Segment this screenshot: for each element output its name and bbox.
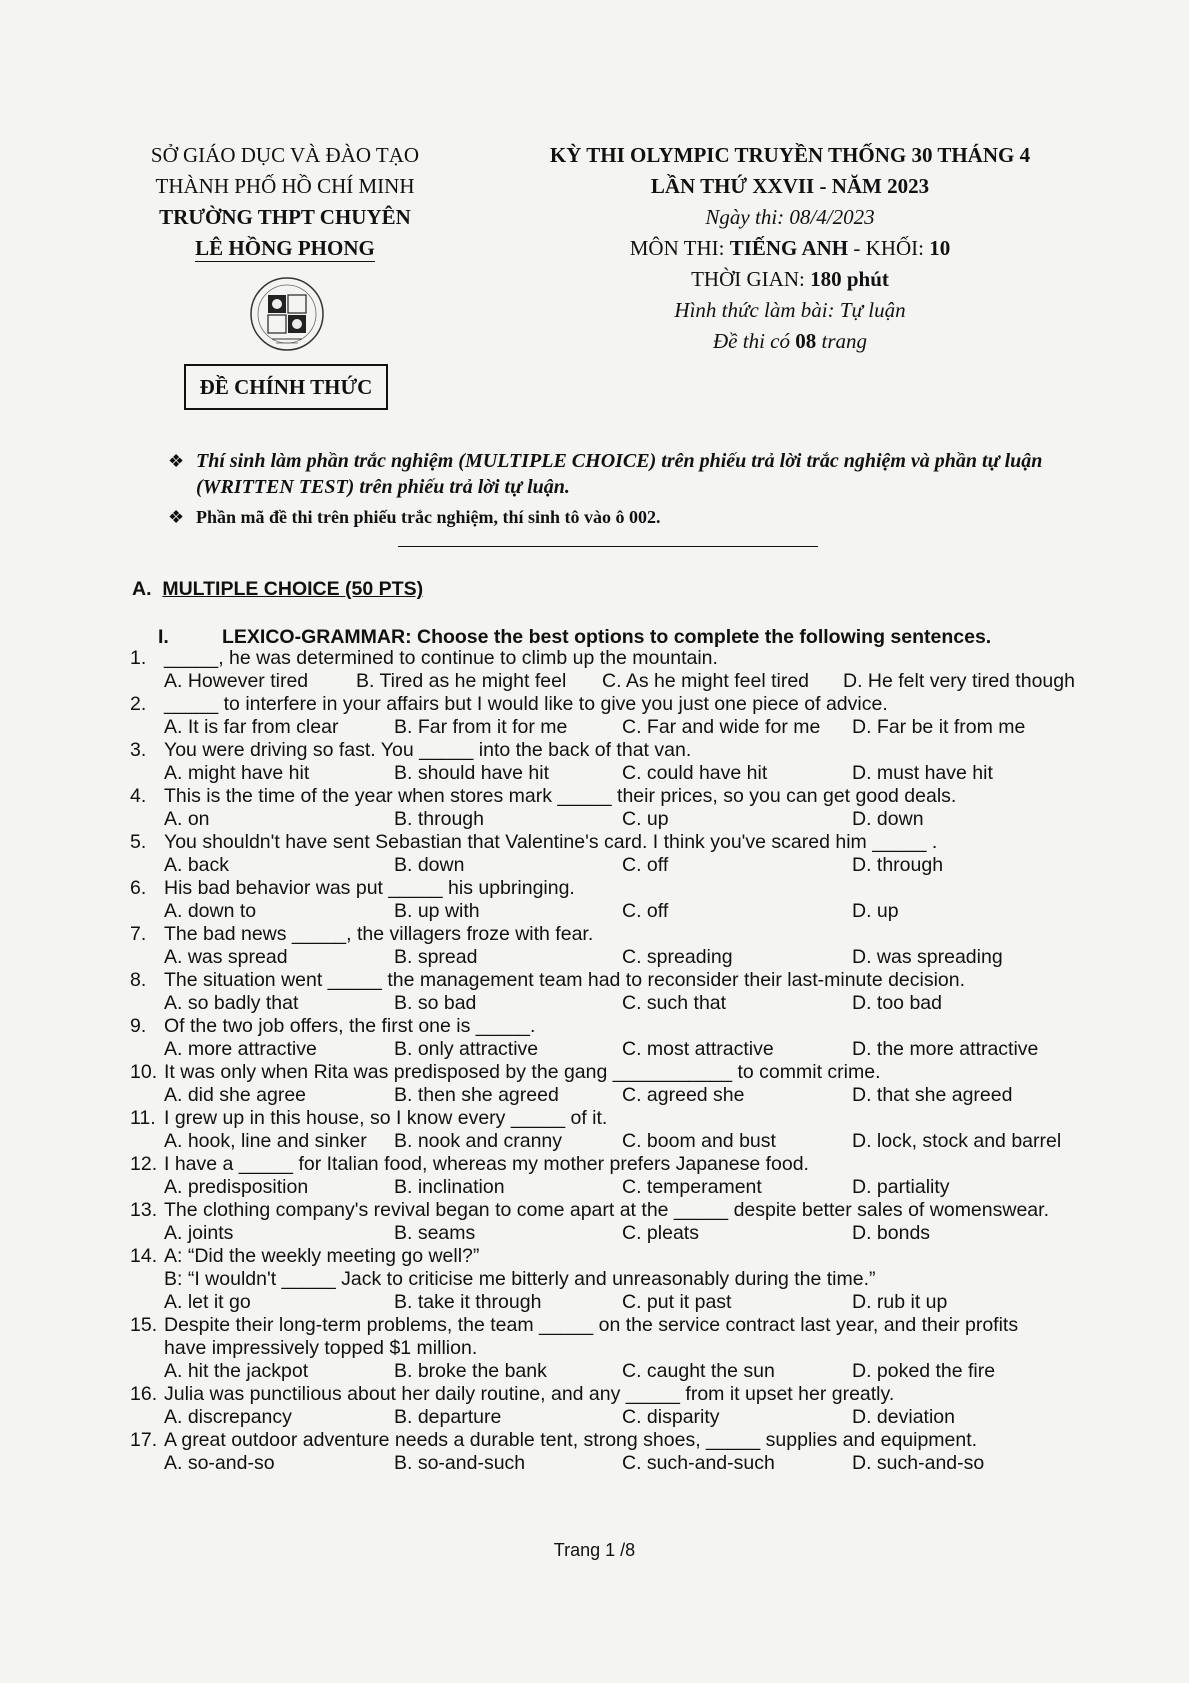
question-stem-line [130,693,1130,716]
question-stem: Of the two job offers, the first one is _____. [164,1015,536,1037]
option-b: B. down [394,854,465,876]
time-value: 180 phút [810,267,889,291]
option-b: B. Far from it for me [394,716,568,738]
question-number: 17. [130,1429,158,1451]
option-d: D. must have hit [852,762,993,784]
option-c: C. could have hit [622,762,768,784]
option-a: A. discrepancy [164,1406,292,1428]
answer-options [130,1176,1130,1199]
question-stem: It was only when Rita was predisposed by the gang ___________ to commit crime. [164,1061,881,1083]
question-stem: His bad behavior was put _____ his upbringing. [164,877,575,899]
option-c: C. spreading [622,946,733,968]
question-stem-line [130,1268,1130,1291]
question-stem-line [130,1061,1130,1084]
option-b: B. through [394,808,484,830]
department-line: SỞ GIÁO DỤC VÀ ĐÀO TẠO [150,143,420,167]
question-stem-line [130,1383,1130,1406]
option-a: A. However tired [164,670,309,692]
option-a: A. might have hit [164,762,310,784]
option-c: C. caught the sun [622,1360,775,1382]
school-line: TRƯỜNG THPT CHUYÊN [159,205,411,229]
question-number: 6. [130,877,147,899]
question-stem: The clothing company's revival began to come apart at the _____ despite better sales of womenswear. [164,1199,1049,1221]
grade-value: 10 [929,236,951,260]
option-d: D. the more attractive [852,1038,1039,1060]
pages-prefix: Đề thi có [713,329,796,353]
question-number: 7. [130,923,147,945]
time-prefix: THỜI GIAN: [691,267,811,291]
option-b: B. so bad [394,992,477,1014]
school-name: LÊ HỒNG PHONG [195,236,375,260]
option-a: A. It is far from clear [164,716,339,738]
option-c: C. most attractive [622,1038,774,1060]
question-stem-line [130,877,1130,900]
answer-options [130,1452,1130,1475]
option-b: B. inclination [394,1176,505,1198]
question-stem-line [130,1245,1130,1268]
question-stem-line [130,1199,1130,1222]
question-number: 11. [130,1107,156,1129]
question-stem-line [130,1429,1130,1452]
option-d: D. rub it up [852,1291,948,1313]
question-stem-line [130,923,1130,946]
divider [398,546,818,547]
option-b: B. so-and-such [394,1452,526,1474]
answer-options [130,716,1130,739]
question-stem-continued: B: “I wouldn't _____ Jack to criticise me bitterly and unreasonably during the time.” [164,1268,876,1290]
instruction-note [168,448,1088,500]
question-number: 12. [130,1153,158,1175]
option-d: D. poked the fire [852,1360,996,1382]
option-c: C. put it past [622,1291,732,1313]
question-number: 15. [130,1314,158,1336]
answer-options [130,762,1130,785]
part-heading [158,626,991,649]
answer-options [130,808,1130,831]
option-b: B. Tired as he might feel [356,670,567,692]
question-stem: You were driving so fast. You _____ into the back of that van. [164,739,692,761]
diamond-bullet-icon: ❖ [168,451,185,471]
option-d: D. He felt very tired though [843,670,1075,692]
option-a: A. let it go [164,1291,251,1313]
question-stem-line [130,831,1130,854]
option-d: D. partiality [852,1176,950,1198]
question-stem-line [130,1015,1130,1038]
option-a: A. did she agree [164,1084,307,1106]
question-stem-line [130,785,1130,808]
answer-options [130,900,1130,923]
option-d: D. deviation [852,1406,955,1428]
question-number: 13. [130,1199,158,1221]
option-c: C. up [622,808,669,830]
instruction-text: Thí sinh làm phần trắc nghiệm (MULTIPLE CHOICE) trên phiếu trả lời trắc nghiệm và phần tự luận (WRITTEN TEST) trên phiếu trả lời tự luận. [196,450,1043,498]
question-stem-line [130,969,1130,992]
option-a: A. back [164,854,230,876]
question-stem: You shouldn't have sent Sebastian that Valentine's card. I think you've scared him _____ . [164,831,938,853]
question-stem: The situation went _____ the management team had to reconsider their last-minute decision. [164,969,966,991]
question-number: 16. [130,1383,158,1405]
question-stem: _____ to interfere in your affairs but I would like to give you just one piece of advice. [164,693,888,715]
question-number: 14. [130,1245,158,1267]
city-line: THÀNH PHỐ HỒ CHÍ MINH [155,174,415,198]
instructions [168,448,1088,534]
option-a: A. down to [164,900,257,922]
option-c: C. off [622,900,669,922]
exam-format: Hình thức làm bài: Tự luận [674,298,906,322]
answer-options [130,1038,1130,1061]
exam-time [490,264,1090,295]
option-a: A. more attractive [164,1038,317,1060]
option-d: D. through [852,854,944,876]
option-a: A. on [164,808,210,830]
question-number: 9. [130,1015,147,1037]
pages-value: 08 [795,329,817,353]
option-b: B. take it through [394,1291,542,1313]
option-a: A. so-and-so [164,1452,275,1474]
question-number: 4. [130,785,147,807]
option-c: C. agreed she [622,1084,745,1106]
question-number: 10. [130,1061,158,1083]
option-c: C. pleats [622,1222,699,1244]
option-c: C. As he might feel tired [602,670,810,692]
school-logo-icon [248,275,326,353]
grade-prefix: - KHỐI: [848,236,930,260]
option-a: A. joints [164,1222,234,1244]
option-a: A. so badly that [164,992,299,1014]
answer-options [130,946,1130,969]
option-d: D. that she agreed [852,1084,1013,1106]
question-stem: The bad news _____, the villagers froze with fear. [164,923,594,945]
question-stem-line [130,1107,1130,1130]
option-b: B. up with [394,900,480,922]
option-c: C. disparity [622,1406,720,1428]
part-title: LEXICO-GRAMMAR: Choose the best options to complete the following sentences. [222,626,992,648]
option-a: A. hook, line and sinker [164,1130,367,1152]
exam-date: Ngày thi: 08/4/2023 [705,205,875,229]
option-c: C. such-and-such [622,1452,775,1474]
school-header [120,140,450,264]
question-stem: This is the time of the year when stores mark _____ their prices, so you can get good deals. [164,785,957,807]
exam-header [490,140,1090,357]
instruction-note [168,504,1088,530]
option-b: B. seams [394,1222,476,1244]
answer-options [130,854,1130,877]
question-stem: I grew up in this house, so I know every _____ of it. [164,1107,608,1129]
option-d: D. up [852,900,899,922]
answer-options [130,1130,1130,1153]
option-b: B. broke the bank [394,1360,547,1382]
answer-options [130,1222,1130,1245]
option-c: C. off [622,854,669,876]
answer-options [130,1406,1130,1429]
answer-options [130,670,1130,693]
question-stem-line [130,647,1130,670]
section-title: MULTIPLE CHOICE (50 PTS) [162,578,424,600]
instruction-text: Phần mã đề thi trên phiếu trắc nghiệm, thí sinh tô vào ô 002. [196,507,661,527]
option-a: A. hit the jackpot [164,1360,309,1382]
answer-options [130,992,1130,1015]
question-stem: I have a _____ for Italian food, whereas my mother prefers Japanese food. [164,1153,809,1175]
question-number: 3. [130,739,147,761]
answer-options [130,1084,1130,1107]
question-stem: Julia was punctilious about her daily routine, and any _____ from it upset her greatly. [164,1383,895,1405]
option-b: B. should have hit [394,762,550,784]
section-letter: A. [132,578,152,600]
option-d: D. was spreading [852,946,1003,968]
answer-options [130,1360,1130,1383]
option-a: A. was spread [164,946,288,968]
option-d: D. down [852,808,924,830]
option-c: C. such that [622,992,727,1014]
part-number: I. [158,626,169,648]
option-d: D. too bad [852,992,942,1014]
option-c: C. Far and wide for me [622,716,821,738]
question-stem-line [130,1153,1130,1176]
diamond-bullet-icon: ❖ [168,507,185,527]
pages-suffix: trang [816,329,867,353]
option-b: B. spread [394,946,478,968]
option-b: B. departure [394,1406,502,1428]
question-stem: A: “Did the weekly meeting go well?” [164,1245,480,1267]
option-c: C. temperament [622,1176,762,1198]
question-number: 8. [130,969,147,991]
exam-title: KỲ THI OLYMPIC TRUYỀN THỐNG 30 THÁNG 4 [549,143,1031,167]
answer-options [130,1291,1130,1314]
option-d: D. lock, stock and barrel [852,1130,1062,1152]
question-stem-line [130,739,1130,762]
option-c: C. boom and bust [622,1130,776,1152]
option-d: D. bonds [852,1222,931,1244]
exam-subject [490,233,1090,264]
option-a: A. predisposition [164,1176,309,1198]
question-stem-continued: have impressively topped $1 million. [164,1337,478,1359]
question-stem-line [130,1337,1130,1360]
option-b: B. then she agreed [394,1084,559,1106]
question-list [130,647,1130,1475]
question-number: 2. [130,693,147,715]
option-d: D. Far be it from me [852,716,1026,738]
section-heading [132,578,423,601]
question-number: 5. [130,831,147,853]
subject-value: TIẾNG ANH [729,236,849,260]
question-stem: Despite their long-term problems, the team _____ on the service contract last year, and their profits [164,1314,1019,1336]
official-exam-label: ĐỀ CHÍNH THỨC [184,364,388,410]
question-stem-line [130,1314,1130,1337]
exam-pages [490,326,1090,357]
option-d: D. such-and-so [852,1452,985,1474]
page-number: Trang 1 /8 [553,1540,636,1560]
exam-edition: LẦN THỨ XXVII - NĂM 2023 [650,174,930,198]
question-stem: A great outdoor adventure needs a durable tent, strong shoes, _____ supplies and equipment. [164,1429,978,1451]
question-number: 1. [130,647,147,669]
question-stem: _____, he was determined to continue to climb up the mountain. [164,647,718,669]
option-b: B. nook and cranny [394,1130,563,1152]
option-b: B. only attractive [394,1038,539,1060]
subject-prefix: MÔN THI: [629,236,730,260]
